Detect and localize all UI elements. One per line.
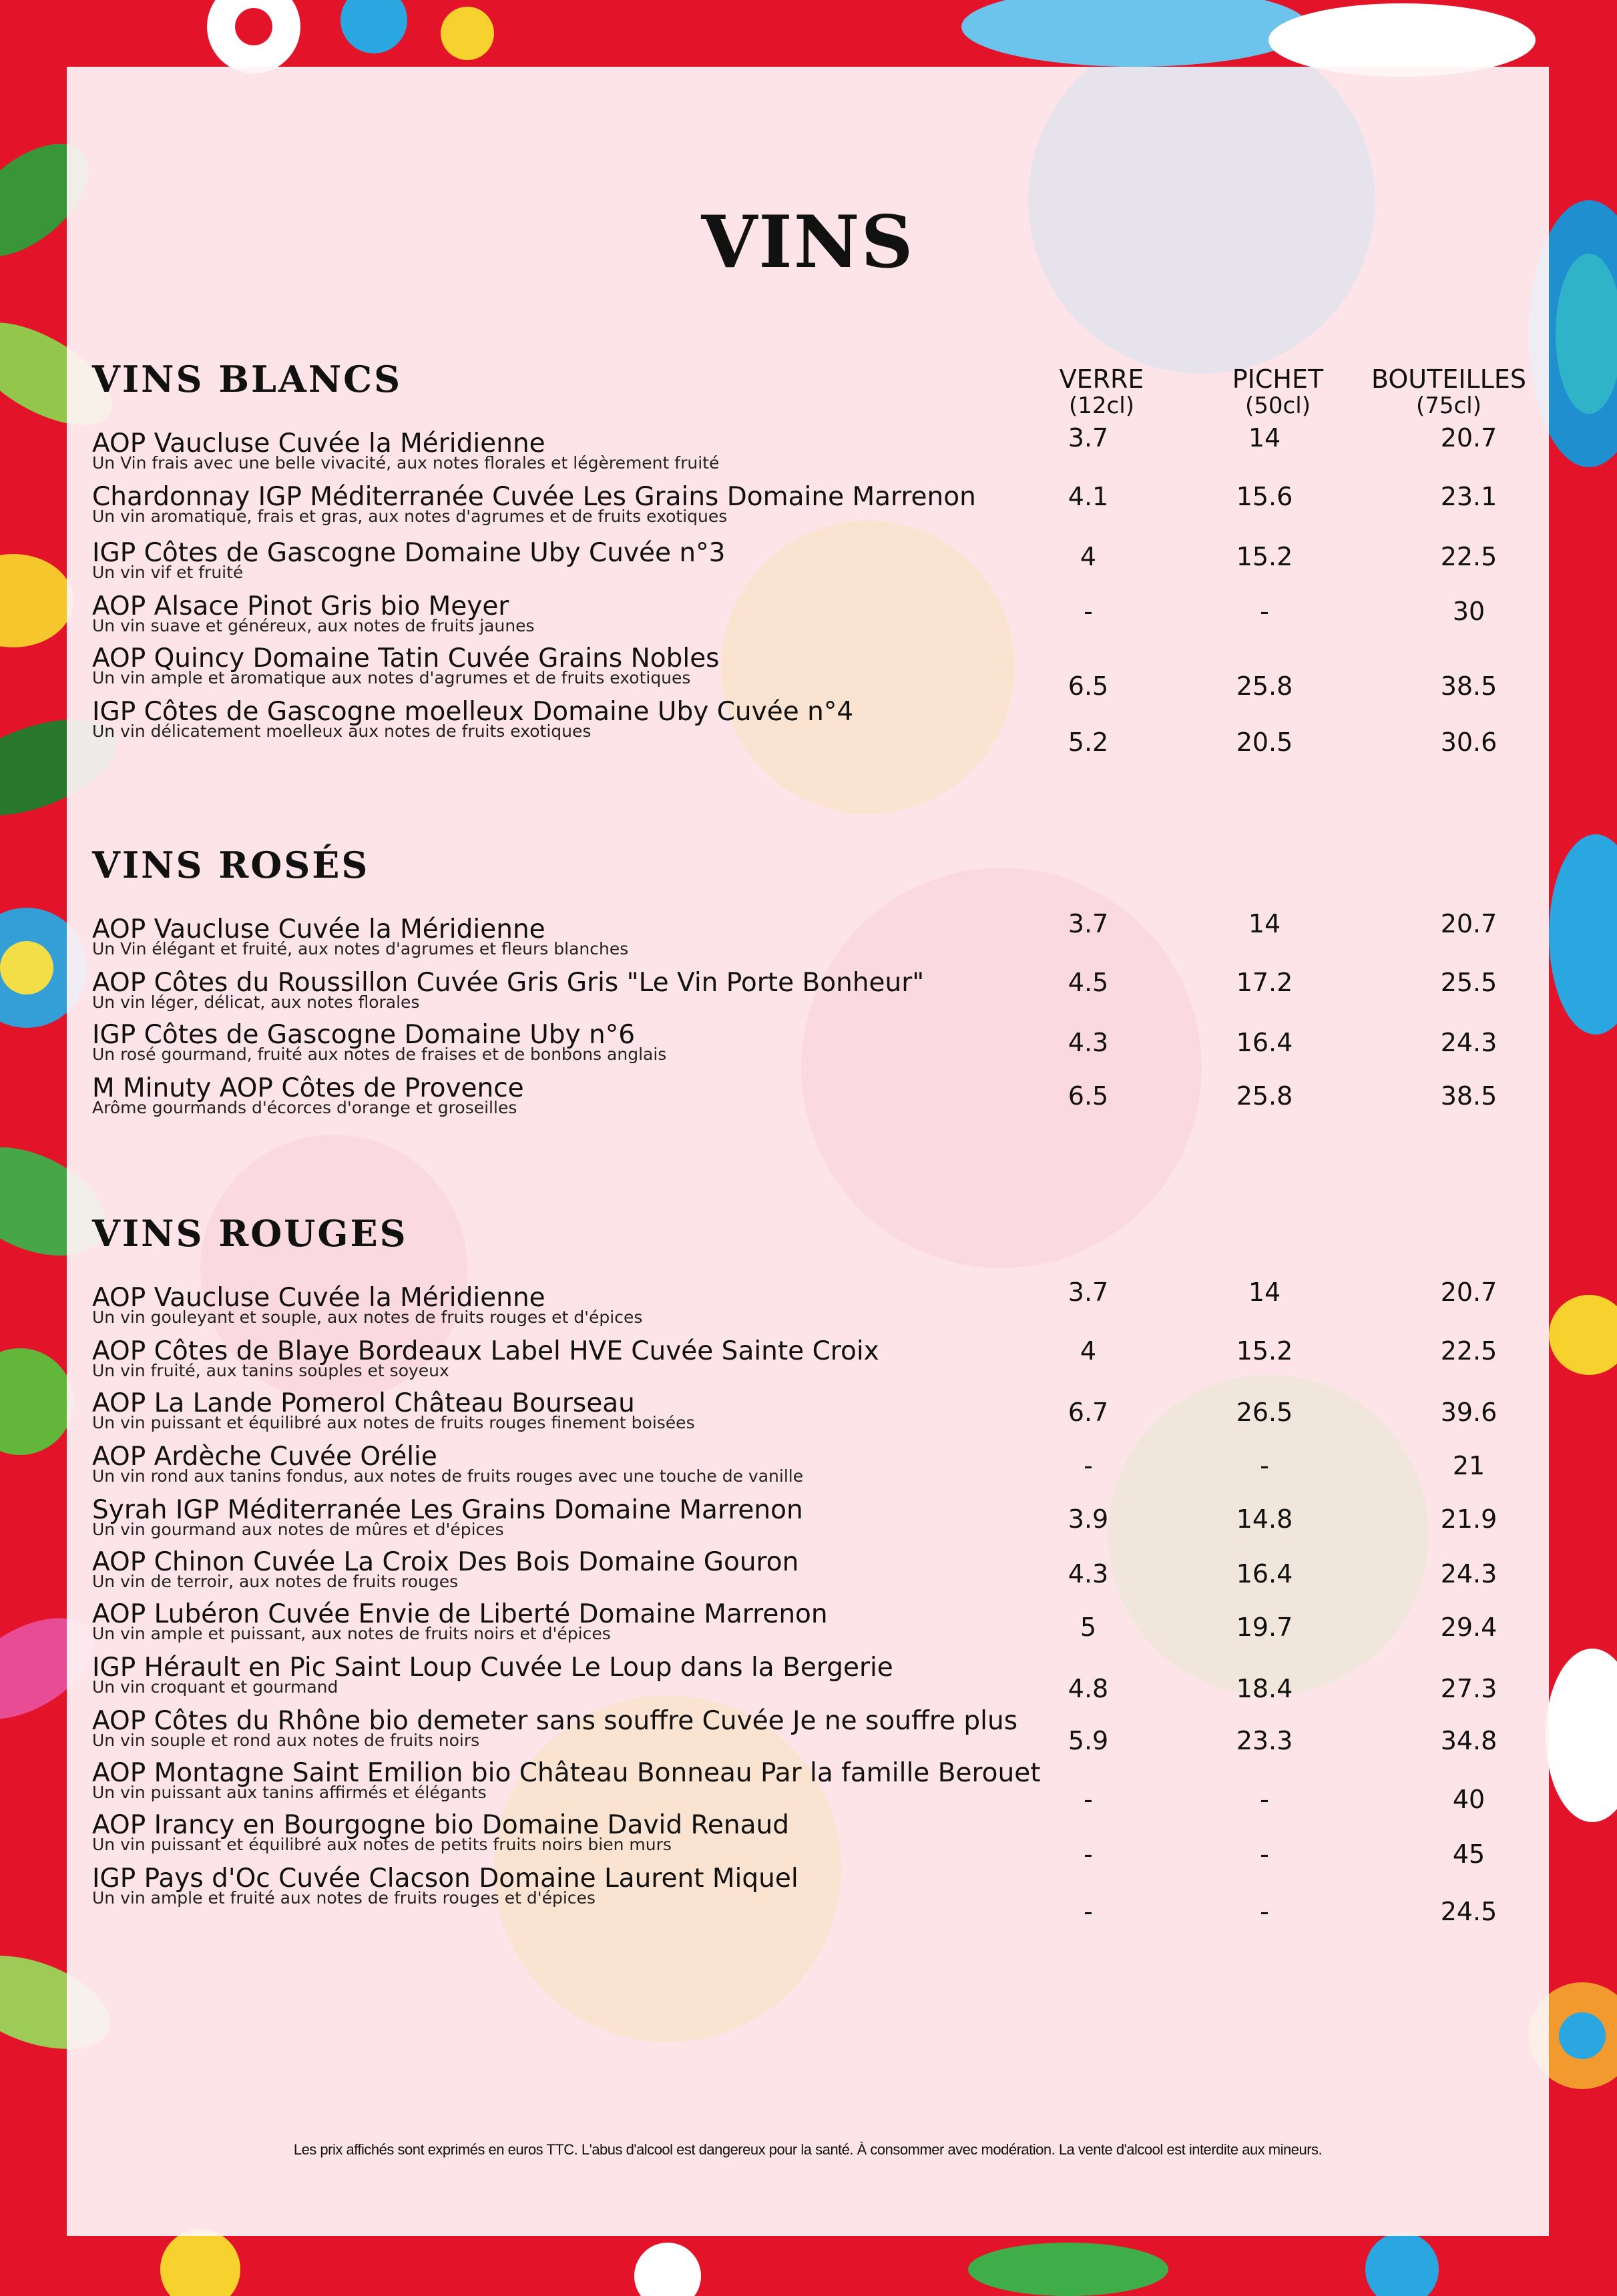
wine-row <box>92 969 1127 1011</box>
wine-row <box>92 1811 1127 1853</box>
wine-row <box>92 1338 1127 1379</box>
price-pichet: 14 <box>1248 423 1281 453</box>
column-unit: (12cl) <box>1069 392 1134 419</box>
page-title: VINS <box>701 200 915 284</box>
wine-row <box>92 1443 1127 1484</box>
wine-description: Un rosé gourmand, fruité aux notes de fraises et de bonbons anglais <box>92 1045 667 1064</box>
price-bouteille: 39.6 <box>1440 1398 1497 1427</box>
price-bouteille: 23.1 <box>1440 482 1497 511</box>
price-verre: 5 <box>1080 1613 1097 1642</box>
price-bouteille: 38.5 <box>1440 671 1497 701</box>
wine-description: Un vin de terroir, aux notes de fruits rouges <box>92 1572 459 1591</box>
price-verre: 4.8 <box>1068 1674 1109 1703</box>
price-pichet: 15.2 <box>1236 542 1293 571</box>
wine-name: IGP Côtes de Gascogne Domaine Uby Cuvée n°3 <box>92 538 726 568</box>
wine-row <box>92 483 1127 525</box>
wine-row <box>92 1865 1127 1906</box>
price-pichet: - <box>1260 1897 1269 1926</box>
price-verre: 3.9 <box>1068 1504 1109 1534</box>
wine-description: Un vin aromatique, frais et gras, aux notes d'agrumes et de fruits exotiques <box>92 507 728 526</box>
wine-row <box>92 1759 1127 1801</box>
price-bouteille: 22.5 <box>1440 542 1497 571</box>
wine-row <box>92 1496 1127 1538</box>
wine-name: AOP La Lande Pomerol Château Bourseau <box>92 1388 635 1418</box>
wine-description: Un vin souple et rond aux notes de fruits noirs <box>92 1731 480 1750</box>
wine-name: M Minuty AOP Côtes de Provence <box>92 1073 524 1103</box>
price-verre: 4 <box>1080 1336 1097 1366</box>
wine-name: IGP Côtes de Gascogne Domaine Uby n°6 <box>92 1020 636 1050</box>
price-bouteille: 27.3 <box>1440 1674 1497 1703</box>
wine-description: Un vin fruité, aux tanins souples et soyeux <box>92 1361 449 1380</box>
price-verre: 5.9 <box>1068 1726 1109 1755</box>
price-bouteille: 34.8 <box>1440 1726 1497 1755</box>
wine-description: Un vin puissant et équilibré aux notes de petits fruits noirs bien murs <box>92 1835 672 1854</box>
wine-description: Un vin puissant aux tanins affirmés et élégants <box>92 1783 487 1802</box>
price-verre: 4 <box>1080 542 1097 571</box>
wine-name: AOP Chinon Cuvée La Croix Des Bois Domaine Gouron <box>92 1547 799 1577</box>
price-pichet: 14 <box>1248 1277 1281 1307</box>
wine-description: Un vin vif et fruité <box>92 563 244 582</box>
wine-row <box>92 1707 1127 1749</box>
price-verre: 6.5 <box>1068 671 1109 701</box>
price-bouteille: 45 <box>1452 1839 1485 1869</box>
wine-name: AOP Montagne Saint Emilion bio Château Bonneau Par la famille Berouet <box>92 1758 1041 1788</box>
price-bouteille: 24.3 <box>1440 1559 1497 1589</box>
price-verre: 4.3 <box>1068 1028 1109 1057</box>
wine-name: AOP Irancy en Bourgogne bio Domaine David Renaud <box>92 1810 789 1840</box>
menu-panel <box>67 67 1549 2236</box>
column-label: VERRE <box>1059 364 1144 394</box>
price-bouteille: 25.5 <box>1440 968 1497 997</box>
price-bouteille: 22.5 <box>1440 1336 1497 1366</box>
price-bouteille: 20.7 <box>1440 1277 1497 1307</box>
price-verre: 6.5 <box>1068 1081 1109 1111</box>
wine-description: Un Vin élégant et fruité, aux notes d'agrumes et fleurs blanches <box>92 939 629 958</box>
price-bouteille: 30 <box>1452 597 1485 626</box>
wine-name: AOP Vaucluse Cuvée la Méridienne <box>92 1283 545 1313</box>
price-pichet: 20.5 <box>1236 728 1293 757</box>
price-bouteille: 24.5 <box>1440 1897 1497 1926</box>
price-pichet: 15.2 <box>1236 1336 1293 1366</box>
wine-description: Un vin gourmand aux notes de mûres et d'épices <box>92 1520 504 1539</box>
wine-row <box>92 539 1127 581</box>
section-title-vins-rouges: VINS ROUGES <box>92 1212 408 1255</box>
wine-name: AOP Quincy Domaine Tatin Cuvée Grains Nobles <box>92 643 720 673</box>
legal-footer: Les prix affichés sont exprimés en euros TTC. L'abus d'alcool est dangereux pour la santé. À consommer avec modération. La vente d'alcool est interdite aux mineurs. <box>293 2141 1323 2158</box>
wine-description: Un vin rond aux tanins fondus, aux notes de fruits rouges avec une touche de vanille <box>92 1466 804 1486</box>
price-pichet: 19.7 <box>1236 1613 1293 1642</box>
wine-row <box>92 593 1127 634</box>
column-header-verre <box>1035 366 1168 419</box>
price-verre: - <box>1084 597 1093 626</box>
wine-description: Un vin croquant et gourmand <box>92 1677 338 1697</box>
price-pichet: 15.6 <box>1236 482 1293 511</box>
wine-row <box>92 698 1127 740</box>
wine-description: Un vin suave et généreux, aux notes de fruits jaunes <box>92 616 535 635</box>
wine-row <box>92 645 1127 686</box>
price-bouteille: 20.7 <box>1440 909 1497 938</box>
price-verre: 4.5 <box>1068 968 1109 997</box>
price-pichet: 23.3 <box>1236 1726 1293 1755</box>
column-unit: (75cl) <box>1416 392 1481 419</box>
wine-description: Un vin délicatement moelleux aux notes de fruits exotiques <box>92 722 592 741</box>
price-bouteille: 38.5 <box>1440 1081 1497 1111</box>
wine-row <box>92 916 1127 957</box>
wine-name: Syrah IGP Méditerranée Les Grains Domaine Marrenon <box>92 1495 803 1525</box>
wine-name: IGP Hérault en Pic Saint Loup Cuvée Le Loup dans la Bergerie <box>92 1653 893 1683</box>
price-pichet: - <box>1260 1785 1269 1814</box>
wine-row <box>92 1075 1127 1116</box>
wine-name: IGP Côtes de Gascogne moelleux Domaine Uby Cuvée n°4 <box>92 697 854 727</box>
price-verre: - <box>1084 1451 1093 1480</box>
column-label: PICHET <box>1232 364 1324 394</box>
wine-row <box>92 1390 1127 1431</box>
price-bouteille: 30.6 <box>1440 728 1497 757</box>
price-verre: 4.3 <box>1068 1559 1109 1589</box>
wine-name: AOP Vaucluse Cuvée la Méridienne <box>92 428 545 459</box>
column-header-pichet <box>1198 366 1358 419</box>
column-label: BOUTEILLES <box>1371 364 1527 394</box>
price-bouteille: 40 <box>1452 1785 1485 1814</box>
price-pichet: 16.4 <box>1236 1028 1293 1057</box>
wine-description: Un vin ample et fruité aux notes de fruits rouges et d'épices <box>92 1888 596 1908</box>
price-bouteille: 20.7 <box>1440 423 1497 453</box>
wine-row <box>92 1021 1127 1063</box>
price-pichet: - <box>1260 1451 1269 1480</box>
wine-row <box>92 1548 1127 1590</box>
price-verre: - <box>1084 1839 1093 1869</box>
section-title-vins-roses: VINS ROSÉS <box>92 844 370 886</box>
wine-row <box>92 1284 1127 1326</box>
price-pichet: - <box>1260 1839 1269 1869</box>
wine-row <box>92 1601 1127 1642</box>
price-verre: 5.2 <box>1068 728 1109 757</box>
price-bouteille: 21.9 <box>1440 1504 1497 1534</box>
price-verre: 6.7 <box>1068 1398 1109 1427</box>
price-verre: - <box>1084 1897 1093 1926</box>
wine-description: Un vin ample et aromatique aux notes d'agrumes et de fruits exotiques <box>92 668 691 687</box>
price-bouteille: 21 <box>1452 1451 1485 1480</box>
price-pichet: 25.8 <box>1236 671 1293 701</box>
price-verre: 4.1 <box>1068 482 1109 511</box>
column-header-bouteille <box>1335 366 1562 419</box>
wine-name: AOP Lubéron Cuvée Envie de Liberté Domaine Marrenon <box>92 1599 828 1629</box>
wine-description: Un vin gouleyant et souple, aux notes de fruits rouges et d'épices <box>92 1308 643 1327</box>
price-bouteille: 24.3 <box>1440 1028 1497 1057</box>
price-pichet: 25.8 <box>1236 1081 1293 1111</box>
wine-name: AOP Côtes du Rhône bio demeter sans souffre Cuvée Je ne souffre plus <box>92 1706 1018 1736</box>
price-verre: - <box>1084 1785 1093 1814</box>
price-pichet: 26.5 <box>1236 1398 1293 1427</box>
price-verre: 3.7 <box>1068 423 1109 453</box>
wine-name: AOP Alsace Pinot Gris bio Meyer <box>92 591 509 621</box>
wine-description: Un vin ample et puissant, aux notes de fruits noirs et d'épices <box>92 1624 611 1643</box>
column-unit: (50cl) <box>1245 392 1311 419</box>
price-pichet: 17.2 <box>1236 968 1293 997</box>
price-pichet: 18.4 <box>1236 1674 1293 1703</box>
wine-name: Chardonnay IGP Méditerranée Cuvée Les Grains Domaine Marrenon <box>92 482 976 512</box>
wine-name: AOP Côtes de Blaye Bordeaux Label HVE Cuvée Sainte Croix <box>92 1336 879 1366</box>
section-title-vins-blancs: VINS BLANCS <box>92 358 403 400</box>
price-verre: 3.7 <box>1068 909 1109 938</box>
wine-name: AOP Ardèche Cuvée Orélie <box>92 1442 437 1472</box>
price-bouteille: 29.4 <box>1440 1613 1497 1642</box>
wine-description: Un Vin frais avec une belle vivacité, aux notes florales et légèrement fruité <box>92 453 720 473</box>
wine-row <box>92 430 1127 471</box>
wine-name: AOP Côtes du Roussillon Cuvée Gris Gris "Le Vin Porte Bonheur" <box>92 968 925 998</box>
wine-description: Arôme gourmands d'écorces d'orange et groseilles <box>92 1098 517 1117</box>
price-pichet: 16.4 <box>1236 1559 1293 1589</box>
price-pichet: 14.8 <box>1236 1504 1293 1534</box>
wine-row <box>92 1654 1127 1695</box>
wine-name: AOP Vaucluse Cuvée la Méridienne <box>92 914 545 944</box>
price-verre: 3.7 <box>1068 1277 1109 1307</box>
wine-description: Un vin puissant et équilibré aux notes de fruits rouges finement boisées <box>92 1413 695 1432</box>
wine-description: Un vin léger, délicat, aux notes florales <box>92 992 420 1012</box>
wine-name: IGP Pays d'Oc Cuvée Clacson Domaine Laurent Miquel <box>92 1863 798 1894</box>
price-pichet: 14 <box>1248 909 1281 938</box>
price-pichet: - <box>1260 597 1269 626</box>
